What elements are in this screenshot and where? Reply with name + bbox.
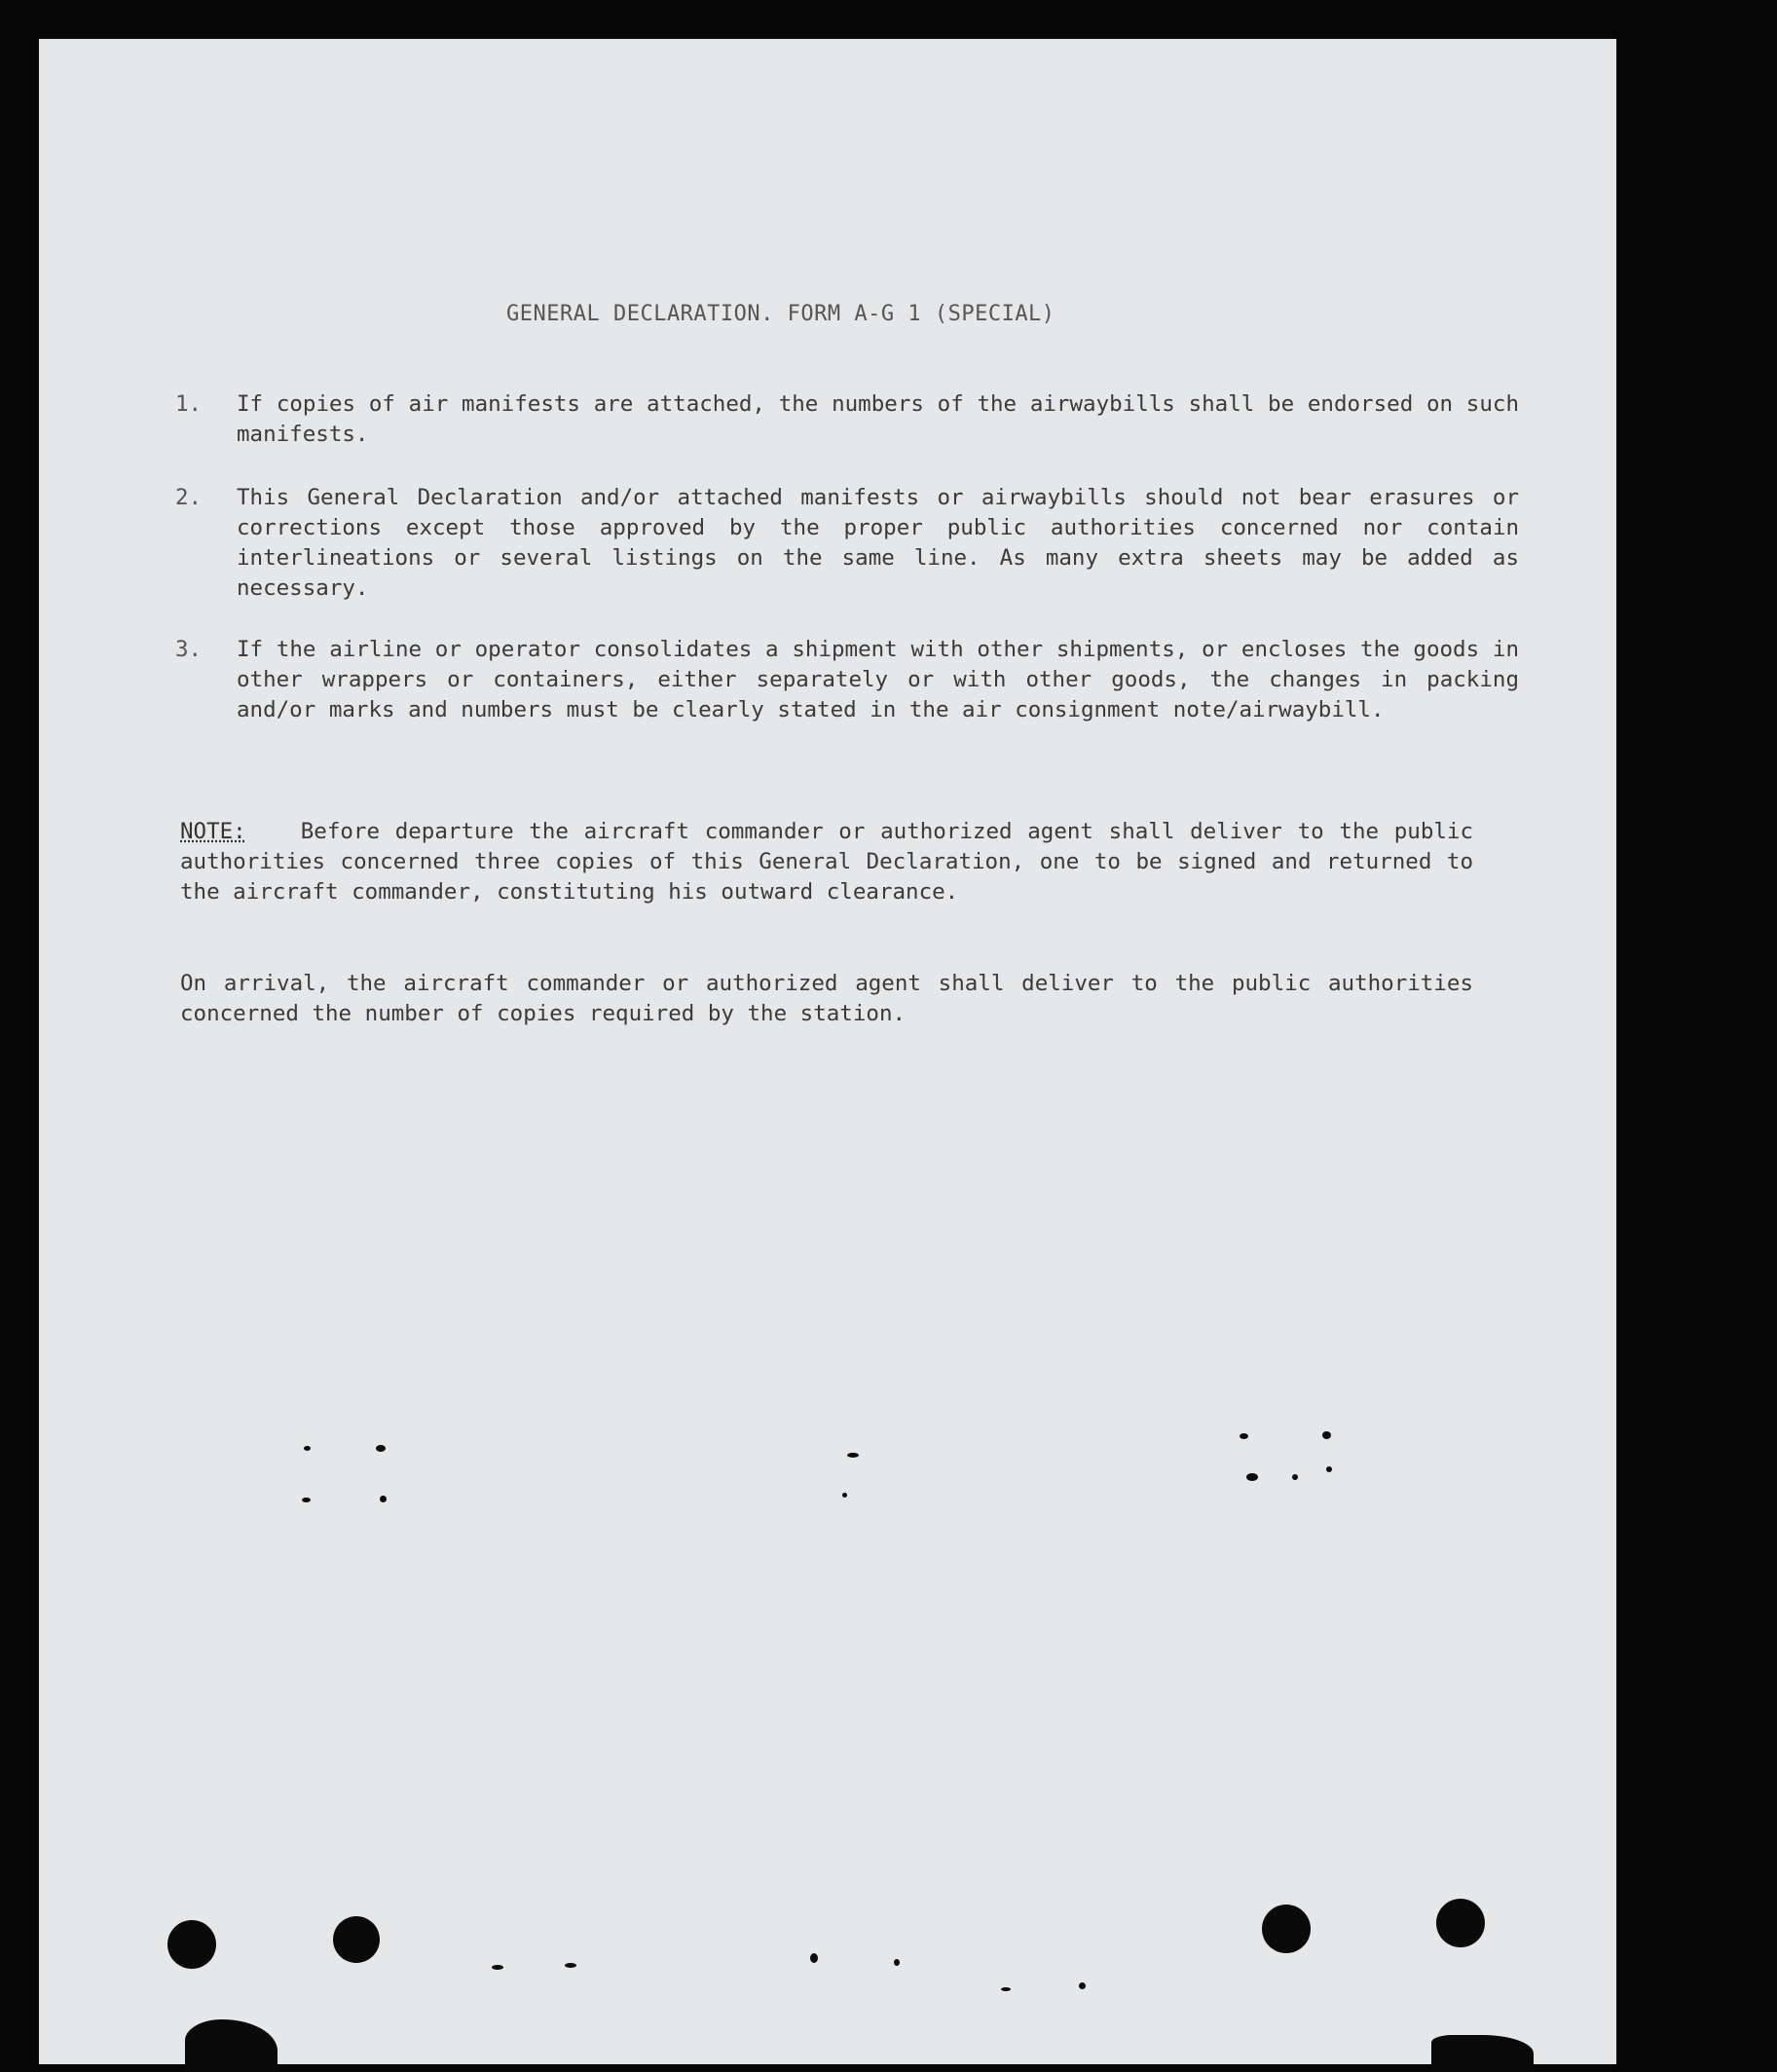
note-paragraph <box>180 817 1473 907</box>
scan-speck <box>302 1498 311 1502</box>
note-text: Before departure the aircraft commander or authorized agent shall deliver to the public authorities concerned three copies of this General Declaration, one to be signed and returned to the aircraft commander, constituting his outward clearance. <box>180 819 1473 905</box>
scan-speck <box>842 1493 847 1498</box>
page-title: GENERAL DECLARATION. FORM A-G 1 (SPECIAL) <box>506 302 1055 326</box>
scan-speck <box>1292 1474 1298 1480</box>
item-text: This General Declaration and/or attached manifests or airwaybills should not bear erasures or corrections except those approved by the proper public authorities concerned nor contain interlineations or several listings on the same line. As many extra sheets may be added as necessary. <box>237 485 1519 601</box>
punch-hole <box>333 1916 380 1963</box>
scan-speck <box>1079 1982 1086 1989</box>
list-item-1 <box>175 389 1519 450</box>
torn-edge <box>1431 2035 1534 2072</box>
scan-speck <box>894 1959 900 1966</box>
scan-speck <box>810 1953 818 1963</box>
scan-speck <box>1246 1473 1258 1481</box>
scan-speck <box>847 1453 859 1458</box>
punch-hole <box>1436 1899 1485 1947</box>
arrival-paragraph: On arrival, the aircraft commander or authorized agent shall deliver to the public authorities concerned the number of copies required by the station. <box>180 971 1473 1026</box>
scan-speck <box>1326 1466 1332 1472</box>
list-item-3 <box>175 635 1519 725</box>
item-number: 2. <box>175 485 203 510</box>
scan-speck <box>1240 1433 1248 1439</box>
item-text: If copies of air manifests are attached, the numbers of the airwaybills shall be endorsed on such manifests. <box>237 391 1519 447</box>
item-text: If the airline or operator consolidates a shipment with other shipments, or encloses the goods in other wrappers or containers, either separately or with other goods, the changes in packing and/or marks and numbers must be clearly stated in the air consignment note/airwaybill. <box>237 637 1519 722</box>
item-number: 3. <box>175 637 203 662</box>
scan-speck <box>492 1965 503 1970</box>
list-item-2 <box>175 483 1519 604</box>
scan-speck <box>380 1496 387 1502</box>
scan-speck <box>1322 1431 1331 1439</box>
item-number: 1. <box>175 391 203 417</box>
scan-speck <box>376 1445 386 1452</box>
punch-hole <box>167 1920 216 1969</box>
scan-speck <box>565 1963 576 1968</box>
note-label: NOTE: <box>180 819 246 844</box>
scan-speck <box>304 1446 311 1451</box>
scan-speck <box>1001 1987 1011 1991</box>
punch-hole <box>1262 1905 1311 1953</box>
paper-sheet <box>39 39 1616 2064</box>
